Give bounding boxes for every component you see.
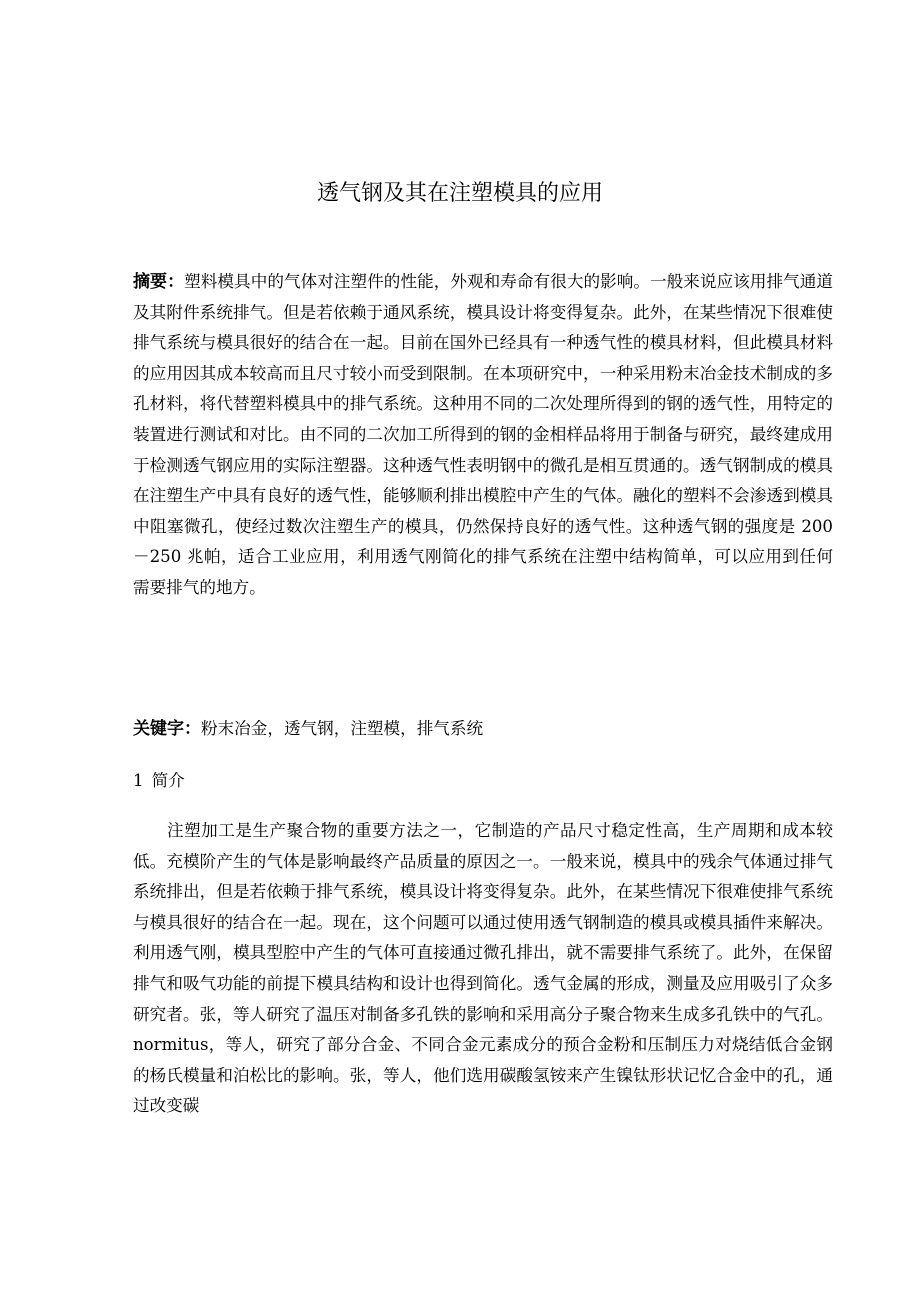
section-heading <box>133 766 185 796</box>
keywords-label: 关键字： <box>133 719 201 739</box>
section-number: 1 <box>133 771 144 790</box>
abstract-paragraph <box>133 267 833 604</box>
keywords-line <box>133 714 833 744</box>
intro-paragraph: 注塑加工是生产聚合物的重要方法之一，它制造的产品尺寸稳定性高，生产周期和成本较低。充模阶产生的气体是影响最终产品质量的原因之一。一般来说，模具中的残余气体通过排气系统排出，但是若依赖于排气系统，模具设计将变得复杂。此外，在某些情况下很难使排气系统与模具很好的结合在一起。现在，这个问题可以通过使用透气钢制造的模具或模具插件来解决。利用透气刚，模具型腔中产生的气体可直接通过微孔排出，就不需要排气系统了。此外，在保留排气和吸气功能的前提下模具结构和设计也得到简化。透气金属的形成，测量及应用吸引了众多研究者。张，等人研究了温压对制备多孔铁的影响和采用高分子聚合物来生成多孔铁中的气孔。normitus，等人，研究了部分合金、不同合金元素成分的预合金粉和压制压力对烧结低合金钢的杨氏模量和泊松比的影响。张，等人，他们选用碳酸氢铵来产生镍钛形状记忆合金中的孔，通过改变碳 <box>133 821 833 1116</box>
keywords-text: 粉末冶金，透气钢，注塑模，排气系统 <box>201 719 484 738</box>
abstract-label: 摘要： <box>133 272 185 292</box>
abstract-text: 塑料模具中的气体对注塑件的性能，外观和寿命有很大的影响。一般来说应该用排气通道及其附件系统排气。但是若依赖于通风系统，模具设计将变得复杂。此外，在某些情况下很难使排气系统与模具很好的结合在一起。目前在国外已经具有一种透气性的模具材料，但此模具材料的应用因其成本较高而且尺寸较小而受到限制。在本项研究中，一种采用粉末冶金技术制成的多孔材料，将代替塑料模具中的排气系统。这种用不同的二次处理所得到的钢的透气性，用特定的装置进行测试和对比。由不同的二次加工所得到的钢的金相样品将用于制备与研究，最终建成用于检测透气钢应用的实际注塑器。这种透气性表明钢中的微孔是相互贯通的。透气钢制成的模具在注塑生产中具有良好的透气性，能够顺利排出模腔中产生的气体。融化的塑料不会渗透到模具中阻塞微孔，使经过数次注塑生产的模具，仍然保持良好的透气性。这种透气钢的强度是 200－250 兆帕，适合工业应用，利用透气刚简化的排气系统在注塑中结构简单，可以应用到任何需要排气的地方。 <box>133 272 834 597</box>
document-title: 透气钢及其在注塑模具的应用 <box>316 181 603 206</box>
section-title: 简介 <box>151 771 185 790</box>
